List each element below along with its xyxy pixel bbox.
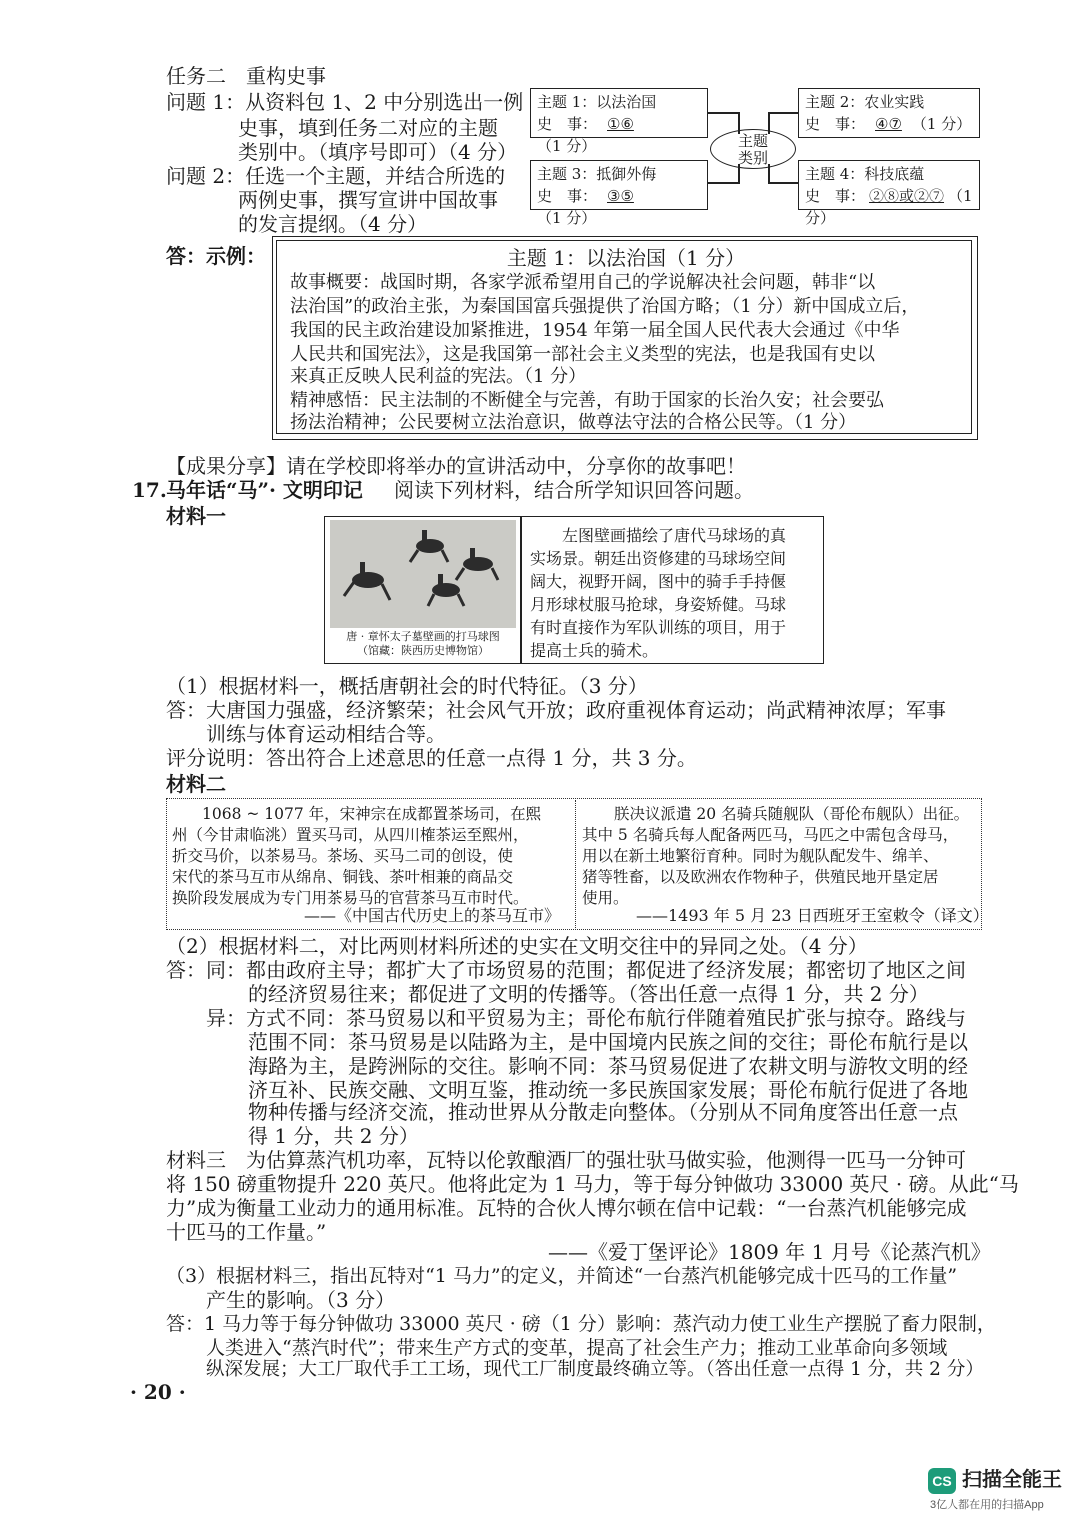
p3-answer-line1: 答：1 马力等于每分钟做功 33000 英尺 · 磅（1 分）影响：蒸汽动力使工业生产摆脱了畜力限制， [166, 1313, 996, 1335]
task2-q2-line3: 的发言提纲。（4 分） [238, 212, 428, 236]
task2-q1-line2: 史事，填到任务二对应的主题 [238, 116, 498, 140]
example-line-4: 人民共和国宪法》，这是我国第一部社会主义类型的宪法，也是我国有史以 [290, 344, 875, 365]
example-line-2: 法治国”的政治主张，为秦国国富兵强提供了治国方略；（1 分）新中国成立后， [290, 296, 920, 317]
theme-box-3: 主题 3：抵御外侮 史 事： ③⑤（1 分） [530, 160, 708, 210]
material-3-line3: 力”成为衡量工业动力的通用标准。瓦特的合伙人博尔顿在信中记载：“一台蒸汽机能够完成 [166, 1196, 967, 1220]
p2-answer-line6: 济互补、民族交融、文明互鉴，推动统一多民族国家发展；哥伦布航行促进了各地 [248, 1078, 968, 1102]
p2-answer-line7: 物种传播与经济交流，推动世界从分散走向整体。（分别从不同角度答出任意一点 [248, 1100, 958, 1124]
q17-instruction: 阅读下列材料，结合所学知识回答问题。 [394, 478, 754, 502]
material-3-line4: 十匹马的工作量。” [166, 1220, 327, 1244]
material-2-right-text: 朕决议派遣 20 名骑兵随舰队（哥伦布舰队）出征。 其中 5 名骑兵每人配备两匹马，马匹之中需包含母马， 用以在新土地繁衍育种。同时为舰队配发牛、绵羊、 猪等牲畜，以及欧洲农作物种子，供殖民地开垦定居 使用。 [582, 805, 970, 907]
camscanner-logo-icon: CS [928, 1468, 956, 1494]
p2-question: （2）根据材料二，对比两则材料所述的史实在文明交往中的异同之处。（4 分） [166, 934, 868, 958]
material-2-label: 材料二 [166, 772, 226, 796]
q17-number: 17. [132, 478, 167, 502]
p1-question: （1）根据材料一，概括唐朝社会的时代特征。（3 分） [166, 674, 648, 698]
share-line: 【成果分享】请在学校即将举办的宣讲活动中，分享你的故事吧！ [166, 454, 746, 478]
example-label: 答：示例： [166, 244, 266, 268]
p3-question-line2: 产生的影响。（3 分） [206, 1288, 396, 1312]
watermark-name: 扫描全能王 [962, 1469, 1062, 1491]
material-3-line2: 将 150 磅重物提升 220 英尺。他将此定为 1 马力，等于每分钟做功 33000 英尺 · 磅。从此“马 [166, 1172, 1019, 1196]
task2-title: 任务二 重构史事 [166, 64, 326, 88]
material-3-source: ——《爱丁堡评论》1809 年 1 月号《论蒸汽机》 [548, 1240, 991, 1264]
task2-q1-line1: 问题 1：从资料包 1、2 中分别选出一例 [166, 90, 524, 114]
task2-q2-line2: 两例史事，撰写宣讲中国故事 [238, 188, 498, 212]
example-title: 主题 1：以法治国（1 分） [506, 246, 746, 270]
theme-box-1: 主题 1：以法治国 史 事： ①⑥（1 分） [530, 88, 708, 138]
material-2-left-text: 1068 ~ 1077 年，宋神宗在成都置茶场司，在熙 州（今甘肃临洮）置买马司，从四川榷茶运至熙州， 折交马价，以茶易马。茶场、买马二司的创设，使 宋代的茶马互市从绵帛、铜钱、茶叶相兼的商品交 换阶段发展成为专门用茶易马的官营茶马互市时代。 [172, 805, 542, 907]
example-line-7: 扬法治精神；公民要树立法治意识，做尊法守法的合格公民等。（1 分） [290, 412, 857, 433]
polo-mural-image [330, 520, 516, 628]
example-line-1: 故事概要：战国时期，各家学派希望用自己的学说解决社会问题，韩非“以 [290, 272, 876, 293]
p3-answer-line3: 纵深发展；大工厂取代手工工场，现代工厂制度最终确立等。（答出任意一点得 1 分，共 2 分） [206, 1359, 984, 1380]
watermark-tagline: 3亿人都在用的扫描App [930, 1499, 1044, 1511]
theme-center-oval: 主题 类别 [710, 129, 796, 169]
example-line-5: 来真正反映人民利益的宪法。（1 分） [290, 366, 587, 387]
material-1-label: 材料一 [166, 504, 226, 528]
material-2-left-source: ——《中国古代历史上的茶马互市》 [304, 906, 561, 925]
p1-answer-line2: 训练与体育运动相结合等。 [206, 722, 446, 746]
material-1-text: 左图壁画描绘了唐代马球场的真 实场景。朝廷出资修建的马球场空间 阔大，视野开阔，图中的骑手手持偃 月形球杖服马抢球，身姿矫健。马球 有时直接作为军队训练的项目，用于 提高士兵的骑术。 [530, 526, 787, 660]
material-3-line1: 材料三 为估算蒸汽机功率，瓦特以伦敦酿酒厂的强壮驮马做实验，他测得一匹马一分钟可 [166, 1148, 966, 1172]
p2-answer-line3: 异：方式不同：茶马贸易以和平贸易为主；哥伦布航行伴随着殖民扩张与掠夺。路线与 [206, 1006, 966, 1030]
polo-mural-caption: 唐 · 章怀太子墓壁画的打马球图 （馆藏：陕西历史博物馆） [346, 630, 500, 657]
p3-answer-line2: 人类进入“蒸汽时代”；带来生产方式的变革，提高了社会生产力；推动工业革命向多领域 [206, 1337, 948, 1359]
p2-answer-line8: 得 1 分，共 2 分） [248, 1124, 419, 1148]
p2-answer-line2: 的经济贸易往来；都促进了文明的传播等。（答出任意一点得 1 分，共 2 分） [248, 982, 929, 1006]
p2-answer-line1: 答：同：都由政府主导；都扩大了市场贸易的范围；都促进了经济发展；都密切了地区之间 [166, 958, 966, 982]
material-2-right-source: ——1493 年 5 月 23 日西班牙王室敕令（译文） [636, 906, 989, 925]
p2-answer-line4: 范围不同：茶马贸易是以陆路为主，是中国境内民族之间的交往；哥伦布航行是以 [248, 1030, 968, 1054]
p2-answer-line5: 海路为主，是跨洲际的交往。影响不同：茶马贸易促进了农耕文明与游牧文明的经 [248, 1054, 968, 1078]
theme-box-2: 主题 2：农业实践 史 事： ④⑦ （1 分） [798, 88, 980, 138]
example-line-6: 精神感悟：民主法制的不断健全与完善，有助于国家的长治久安；社会要弘 [290, 390, 884, 411]
q17-title: 马年话“马”· 文明印记 [166, 478, 363, 502]
p1-scoring-note: 评分说明：答出符合上述意思的任意一点得 1 分，共 3 分。 [166, 746, 697, 770]
p1-answer-line1: 答：大唐国力强盛，经济繁荣；社会风气开放；政府重视体育运动；尚武精神浓厚；军事 [166, 698, 946, 722]
task2-q2-line1: 问题 2：任选一个主题，并结合所选的 [166, 164, 506, 188]
theme-box-4: 主题 4：科技底蕴 史 事： ②⑧或②⑦ （1 分） [798, 160, 980, 210]
task2-q1-line3: 类别中。（填序号即可）（4 分） [238, 140, 518, 164]
p3-question-line1: （3）根据材料三，指出瓦特对“1 马力”的定义，并简述“一台蒸汽机能够完成十匹马的工作量” [166, 1265, 958, 1287]
example-line-3: 我国的民主政治建设加紧推进，1954 年第一届全国人民代表大会通过《中华 [290, 320, 900, 341]
page-number: · 20 · [130, 1380, 186, 1404]
